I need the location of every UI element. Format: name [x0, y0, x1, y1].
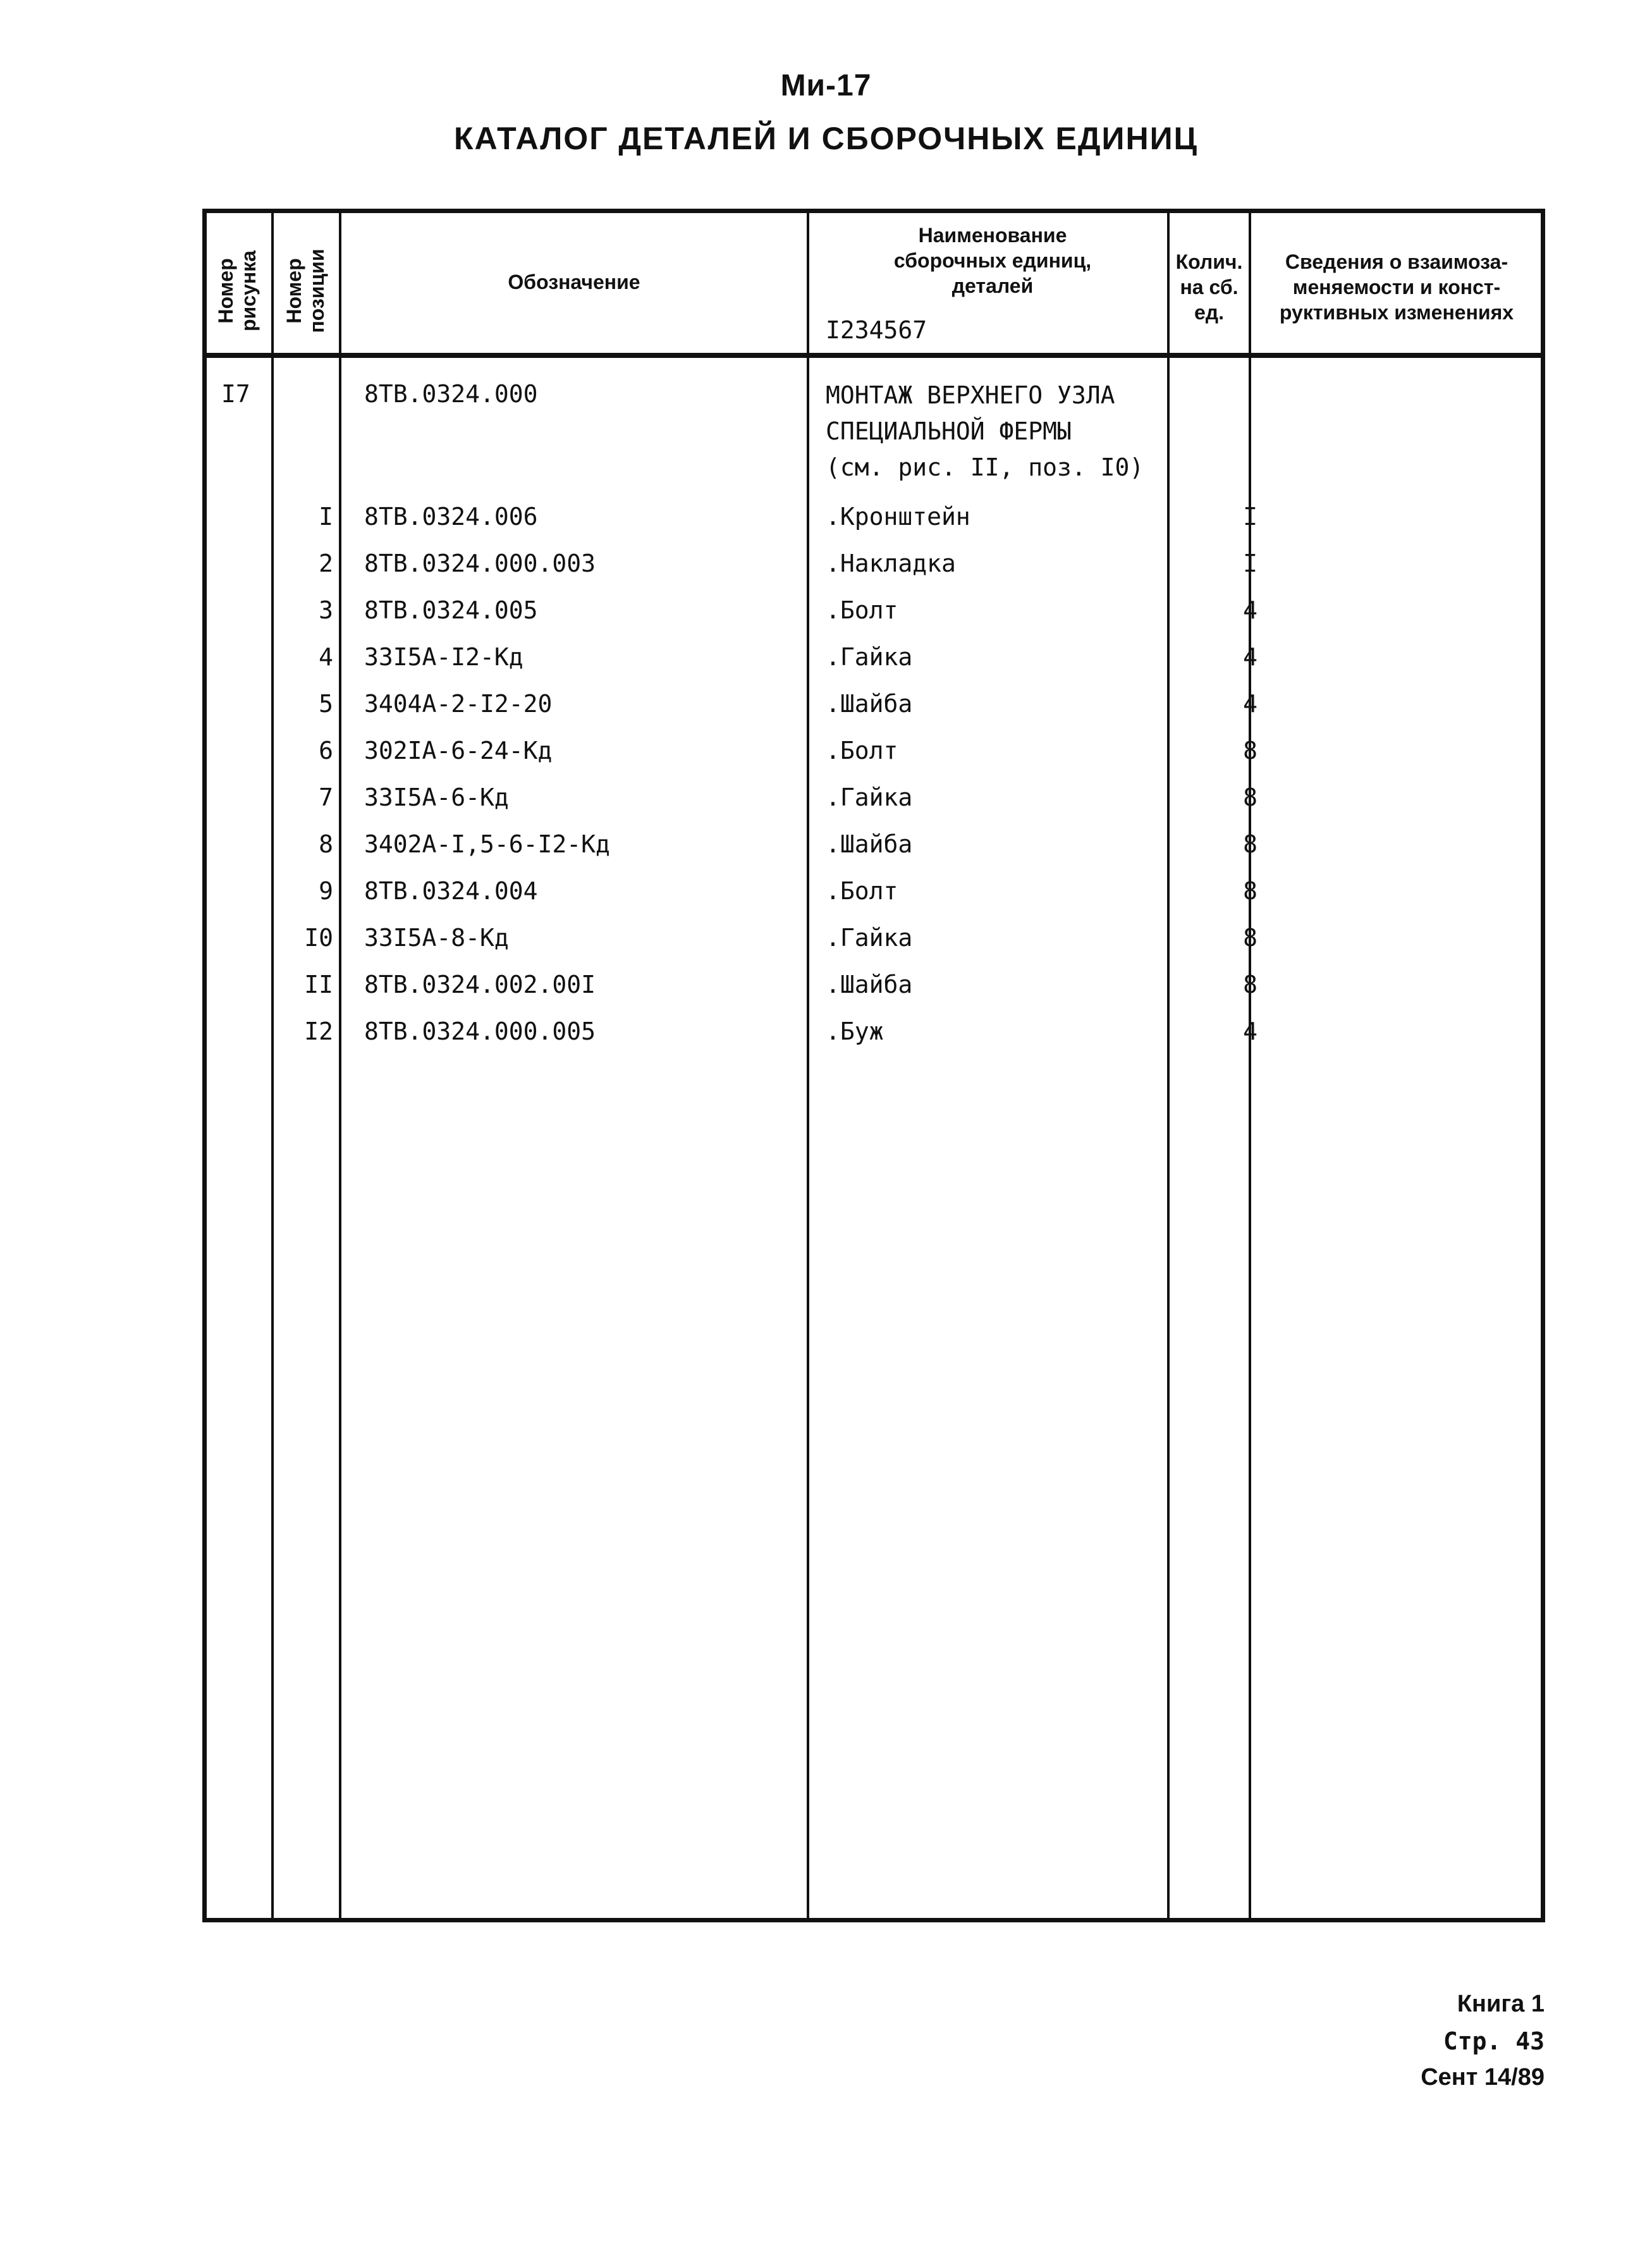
- document-title-catalog: КАТАЛОГ ДЕТАЛЕЙ И СБОРОЧНЫХ ЕДИНИЦ: [453, 121, 1199, 156]
- assembly-designation: 8ТВ.0324.000: [364, 380, 538, 408]
- header-designation: Обозначение: [508, 271, 640, 293]
- table-row: [202, 493, 1545, 540]
- row-designation: 8ТВ.0324.005: [364, 596, 538, 624]
- row-designation: 3404А-2-I2-20: [364, 690, 553, 718]
- row-pos: 8: [319, 830, 333, 858]
- row-pos: II: [304, 971, 333, 998]
- row-pos: I: [319, 503, 333, 531]
- row-qty: 4: [1243, 596, 1257, 624]
- row-name: .Накладка: [826, 550, 956, 577]
- column-divider-5: [1249, 209, 1251, 1922]
- footer-book: Книга 1: [1457, 1991, 1545, 2017]
- header-separator: [202, 353, 1545, 358]
- row-qty: 8: [1243, 830, 1257, 858]
- row-name: .Шайба: [826, 830, 913, 858]
- row-name: .Болт: [826, 737, 898, 765]
- row-qty: 8: [1243, 971, 1257, 998]
- header-name: Наименование сборочных единиц, деталей: [893, 224, 1092, 297]
- table-row: [202, 587, 1545, 634]
- footer-date: Сент 14/89: [1421, 2064, 1545, 2091]
- row-qty: 4: [1243, 1017, 1257, 1045]
- row-name: .Шайба: [826, 690, 913, 718]
- column-divider-3: [807, 209, 809, 1922]
- table-row: [202, 821, 1545, 868]
- row-pos: 9: [319, 877, 333, 905]
- row-designation: 8ТВ.0324.004: [364, 877, 538, 905]
- table-row: [202, 727, 1545, 774]
- table-row: [202, 1008, 1545, 1055]
- header-pos-number: Номер позиции: [283, 249, 328, 333]
- row-name: .Болт: [826, 596, 898, 624]
- row-pos: 7: [319, 783, 333, 811]
- row-qty: 4: [1243, 643, 1257, 671]
- document-title-aircraft: Ми-17: [780, 69, 872, 102]
- row-name: .Гайка: [826, 783, 913, 811]
- row-qty: I: [1243, 550, 1257, 577]
- row-name: .Гайка: [826, 643, 913, 671]
- row-pos: I2: [304, 1017, 333, 1045]
- assembly-name-line-2: СПЕЦИАЛЬНОЙ ФЕРМЫ: [826, 417, 1072, 445]
- row-name: .Буж: [826, 1017, 884, 1045]
- row-pos: 6: [319, 737, 333, 765]
- row-designation: 302IА-6-24-Кд: [364, 737, 553, 765]
- row-qty: I: [1243, 503, 1257, 531]
- row-designation: 33I5А-8-Кд: [364, 924, 509, 952]
- table-row: [202, 961, 1545, 1008]
- header-fig-number: Номер рисунка: [214, 250, 260, 331]
- row-pos: 2: [319, 550, 333, 577]
- row-qty: 8: [1243, 737, 1257, 765]
- row-designation: 33I5А-I2-Кд: [364, 643, 523, 671]
- row-name: .Шайба: [826, 971, 913, 998]
- table-row: [202, 914, 1545, 961]
- header-name-index: I234567: [826, 316, 927, 344]
- table-row: [202, 634, 1545, 680]
- row-qty: 8: [1243, 924, 1257, 952]
- row-designation: 8ТВ.0324.006: [364, 503, 538, 531]
- row-designation: 33I5А-6-Кд: [364, 783, 509, 811]
- table-row: [202, 540, 1545, 587]
- row-designation: 8ТВ.0324.000.003: [364, 550, 596, 577]
- row-qty: 4: [1243, 690, 1257, 718]
- row-name: .Гайка: [826, 924, 913, 952]
- column-divider-1: [271, 209, 274, 1922]
- header-notes: Сведения о взаимоза-меняемости и конст-руктивных изменениях: [1279, 250, 1514, 324]
- row-designation: 8ТВ.0324.002.00I: [364, 971, 596, 998]
- assembly-name-line-3: (см. рис. II, поз. I0): [826, 453, 1144, 481]
- row-pos: 5: [319, 690, 333, 718]
- assembly-fig: I7: [221, 380, 250, 408]
- row-pos: 4: [319, 643, 333, 671]
- row-qty: 8: [1243, 877, 1257, 905]
- footer-page: Стр. 43: [1443, 2027, 1545, 2055]
- table-row: [202, 774, 1545, 821]
- table-row: [202, 680, 1545, 727]
- assembly-name-line-1: МОНТАЖ ВЕРХНЕГО УЗЛА: [826, 381, 1115, 409]
- table-row: [202, 868, 1545, 914]
- row-qty: 8: [1243, 783, 1257, 811]
- row-designation: 3402А-I,5-6-I2-Кд: [364, 830, 610, 858]
- column-divider-4: [1167, 209, 1170, 1922]
- row-name: .Кронштейн: [826, 503, 970, 531]
- header-qty: Колич. на сб. ед.: [1175, 250, 1243, 324]
- row-designation: 8ТВ.0324.000.005: [364, 1017, 596, 1045]
- row-pos: 3: [319, 596, 333, 624]
- row-name: .Болт: [826, 877, 898, 905]
- column-divider-2: [339, 209, 341, 1922]
- row-pos: I0: [304, 924, 333, 952]
